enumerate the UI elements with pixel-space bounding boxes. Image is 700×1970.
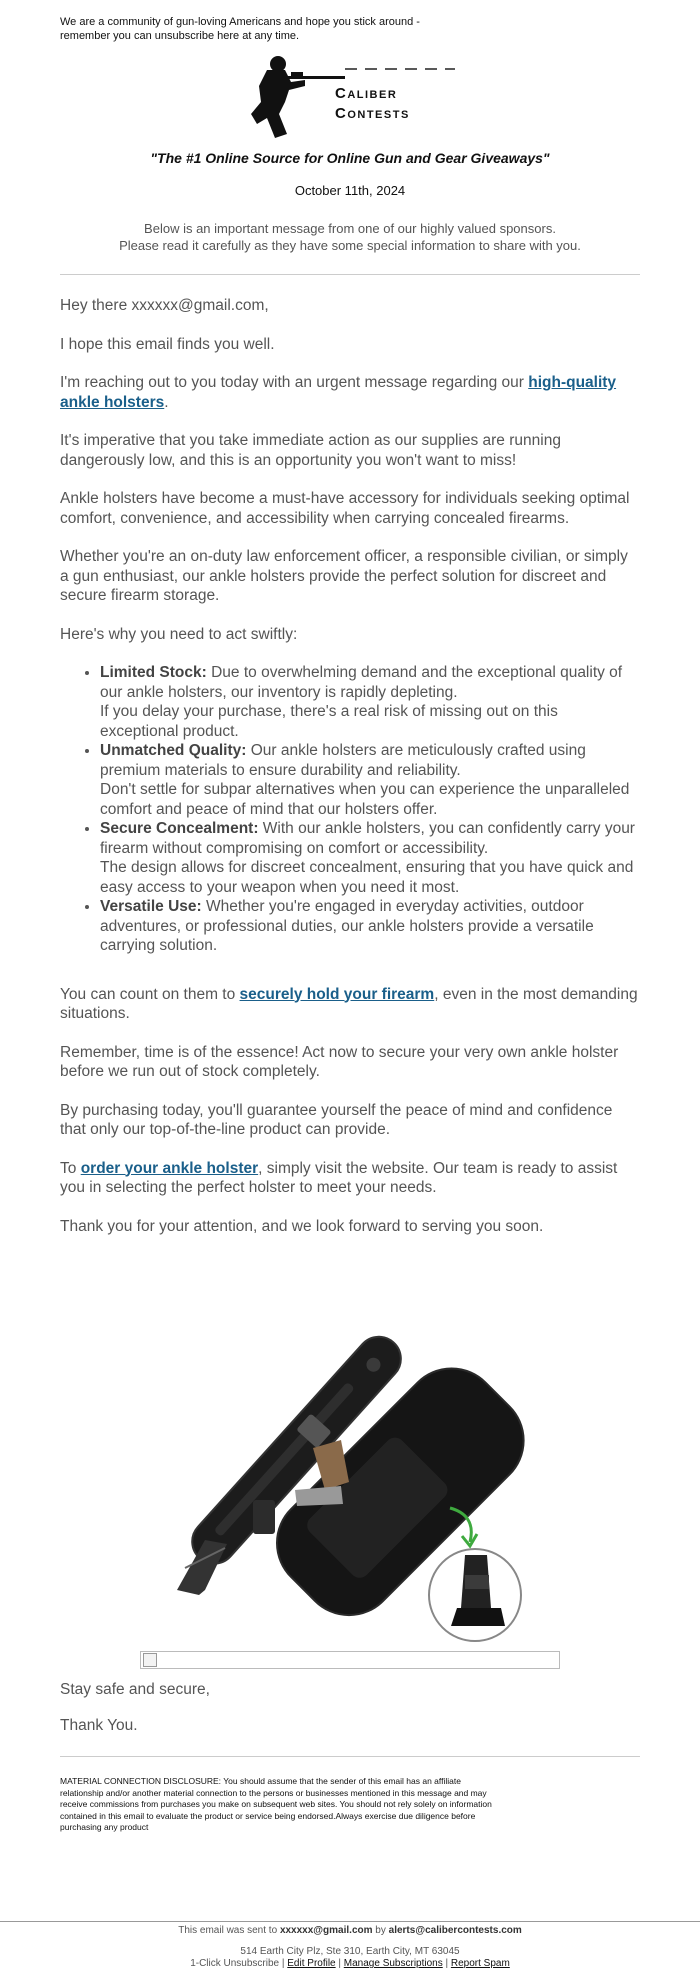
sender-email: alerts@calibercontests.com [388, 1925, 522, 1936]
recipient-email: xxxxxx@gmail.com [279, 1925, 373, 1936]
list-item-title: Versatile Use: [100, 898, 202, 915]
list-item [100, 741, 640, 819]
dash-line [345, 67, 455, 71]
footer-text: by [372, 1925, 389, 1936]
paragraph: Ankle holsters have become a must-have accessory for individuals seeking optimal comfort, convenience, and accessibility when carrying concealed firearms. [60, 490, 630, 527]
list-item-title: Unmatched Quality: [100, 742, 247, 759]
list-item [100, 819, 640, 897]
divider [60, 274, 640, 275]
footer-separator: | [279, 1958, 288, 1969]
tagline: "The #1 Online Source for Online Gun and Gear Giveaways" [150, 150, 550, 166]
paragraph: By purchasing today, you'll guarantee yourself the peace of mind and confidence that only our top-of-the-line product can provide. [60, 1101, 613, 1138]
paragraph [60, 1159, 640, 1198]
list-item-title: Limited Stock: [100, 664, 207, 681]
unsubscribe-link[interactable]: 1-Click Unsubscribe [190, 1958, 280, 1969]
list-item-text: Don't settle for subpar alternatives when you can experience the unparalleled comfort and peace of mind that our holsters offer. [100, 781, 630, 818]
paragraph: Here's why you need to act swiftly: [60, 625, 298, 643]
list-item-text: With our ankle holsters, you can confidently carry your firearm without compromising on comfort or accessibility. [100, 820, 635, 857]
paragraph-text: To [60, 1159, 81, 1177]
caliber-contests-logo [245, 52, 455, 142]
paragraph: I hope this email finds you well. [60, 335, 275, 353]
footer-address: 514 Earth City Plz, Ste 310, Earth City, MT 63045 [240, 1946, 460, 1957]
soldier-silhouette-icon [245, 52, 345, 142]
paragraph-text: I'm reaching out to you today with an urgent message regarding our [60, 374, 529, 391]
paragraph: It's imperative that you take immediate action as our supplies are running dangerously low, and this is an opportunity you won't want to miss! [60, 432, 561, 469]
sign-off-1: Stay safe and secure, [60, 1681, 210, 1698]
list-item [100, 663, 640, 741]
list-item-text: Our ankle holsters are meticulously crafted using premium materials to ensure durability and reliability. [100, 742, 586, 779]
paragraph-text: . [164, 393, 169, 411]
list-item [100, 897, 640, 956]
paragraph-text: , even in the most demanding situations. [60, 985, 638, 1022]
order-holster-link[interactable]: order your ankle holster [80, 1159, 259, 1177]
footer-separator: | [335, 1958, 344, 1969]
footer-text: This email was sent to [178, 1925, 280, 1936]
paragraph-text: You can count on them to [60, 985, 240, 1003]
paragraph [60, 373, 640, 412]
list-item-text: Due to overwhelming demand and the exceptional quality of our ankle holsters, our inventory is rapidly depleting. [100, 664, 623, 701]
footer-separator: | [442, 1958, 451, 1969]
divider [60, 1756, 640, 1757]
sponsor-line-1: Below is an important message from one of our highly valued sponsors. [144, 221, 556, 236]
intro-text[interactable]: We are a community of gun-loving Americans and hope you stick around - remember you can unsubscribe here at any time. [60, 16, 420, 42]
list-item-text: If you delay your purchase, there's a real risk of missing out on this exceptional product. [100, 703, 558, 740]
paragraph: Thank you for your attention, and we look forward to serving you soon. [60, 1217, 544, 1235]
ankle-holster-product-image[interactable] [165, 1290, 540, 1650]
footer-links [0, 1958, 700, 1969]
list-item-title: Secure Concealment: [100, 820, 259, 837]
paragraph: Remember, time is of the essence! Act now to secure your very own ankle holster before we run out of stock completely. [60, 1043, 619, 1080]
ankle-holsters-link[interactable]: high-quality ankle holsters [60, 374, 617, 411]
report-spam-link[interactable]: Report Spam [450, 1958, 510, 1969]
logo-line-1: Caliber [335, 85, 398, 102]
broken-image-icon [143, 1653, 157, 1667]
sponsor-line-2: Please read it carefully as they have some special information to share with you. [119, 238, 581, 253]
paragraph-text: , simply visit the website. Our team is ready to assist you in selecting the perfect holster to meet your needs. [60, 1159, 618, 1196]
email-body [60, 296, 640, 1255]
list-item-text: The design allows for discreet concealment, ensuring that you have quick and easy access to your weapon when you need it most. [100, 859, 634, 896]
list-item-text: Whether you're engaged in everyday activities, outdoor adventures, or professional duties, our ankle holsters provide a versatile carrying solution. [100, 898, 594, 954]
broken-image[interactable] [140, 1651, 560, 1669]
manage-subscriptions-link[interactable]: Manage Subscriptions [343, 1958, 443, 1969]
paragraph: Whether you're an on-duty law enforcement officer, a responsible civilian, or simply a gun enthusiast, our ankle holsters provide the perfect solution for discreet and secure firearm storage. [60, 548, 628, 604]
paragraph [60, 985, 640, 1024]
footer-sent-line [0, 1925, 700, 1936]
secure-firearm-link[interactable]: securely hold your firearm [239, 985, 435, 1003]
email-date: October 11th, 2024 [294, 183, 406, 198]
edit-profile-link[interactable]: Edit Profile [287, 1958, 336, 1969]
sponsor-notice [0, 220, 700, 254]
greeting: Hey there xxxxxx@gmail.com, [60, 297, 269, 314]
material-disclosure: MATERIAL CONNECTION DISCLOSURE: You should assume that the sender of this email has an affiliate relationship and/or another material connection to the persons or businesses mentioned in this message and may receive commissions from purchases you make on subsequent web sites. You should not rely solely on information contained in this email to evaluate the product or service being endorsed.Always exercise due diligence before purchasing any product [60, 1776, 492, 1832]
footer-divider [0, 1921, 700, 1922]
logo-line-2: Contests [335, 105, 410, 122]
sign-off-2: Thank You. [60, 1717, 138, 1734]
benefits-list [60, 663, 640, 956]
